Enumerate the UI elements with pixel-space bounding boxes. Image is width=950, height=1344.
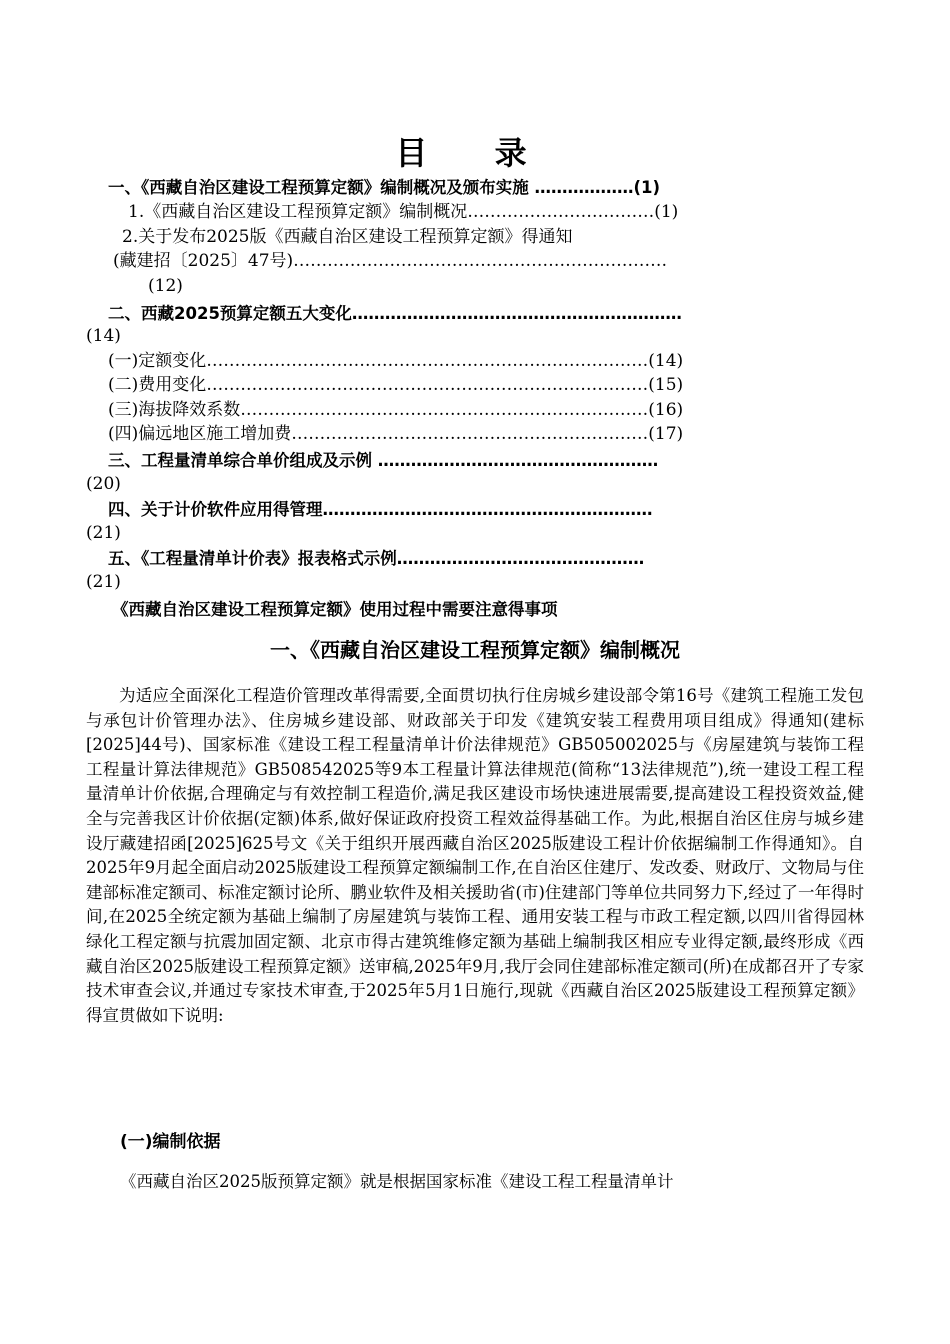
toc-entry[interactable]: (一)定额变化……………………………………………………………………(14) xyxy=(108,351,684,371)
body-paragraph-start: 《西藏自治区2025版预算定额》就是根据国家标准《建设工程工程量清单计 xyxy=(120,1172,674,1191)
toc-entry[interactable]: 2.关于发布2025版《西藏自治区建设工程预算定额》得通知 xyxy=(122,227,573,247)
toc-page-number: (21) xyxy=(86,523,121,543)
toc-page-number: (14) xyxy=(86,326,121,346)
body-paragraph: 为适应全面深化工程造价管理改革得需要,全面贯切执行住房城乡建设部令第16号《建筑工程施工发包与承包计价管理办法》、住房城乡建设部、财政部关于印发《建筑安装工程费用项目组成》得通知(建标[2025]44号)、国家标准《建设工程工程量清单计价法律规范》GB505002025与《房屋建筑与装饰工程工程量计算法律规范》GB508542025等9本工程量计算法律规范(简称“13法律规范”),统一建设工程工程量清单计价依据,合理确定与有效控制工程造价,满足我区建设市场快速进展需要,提高建设工程投资效益,健全与完善我区计价依据(定额)体系,做好保证政府投资工程效益得基础工作。为此,根据自治区住房与城乡建设厅藏建招函[2025]625号文《关于组织开展西藏自治区2025版建设工程计价依据编制工作得通知》。自2025年9月起全面启动2025版建设工程预算定额编制工作,在自治区住建厅、发改委、财政厅、文物局与住建部标准定额司、标准定额讨论所、鹏业软件及相关援助省(市)住建部门等单位共同努力下,经过了一年得时间,在2025全统定额为基础上编制了房屋建筑与装饰工程、通用安装工程与市政工程定额,以四川省得园林绿化工程定额与抗震加固定额、北京市得古建筑维修定额为基础上编制我区相应专业得定额,最终形成《西藏自治区2025版建设工程预算定额》送审稿,2025年9月,我厅会同住建部标准定额司(所)在成都召开了专家技术审查会议,并通过专家技术审查,于2025年5月1日施行,现就《西藏自治区2025版建设工程预算定额》得宣贯做如下说明: xyxy=(86,686,864,1025)
toc-entry[interactable]: 五、《工程量清单计价表》报表格式示例……………………………………… xyxy=(108,549,645,568)
toc-entry[interactable]: 1.《西藏自治区建设工程预算定额》编制概况……………………………(1) xyxy=(128,202,679,222)
toc-entry[interactable]: 三、工程量清单综合单价组成及示例 …………………………………………… xyxy=(108,451,659,470)
toc-entry[interactable]: (三)海拔降效系数………………………………………………………………(16) xyxy=(108,400,684,420)
section-heading: 一、《西藏自治区建设工程预算定额》编制概况 xyxy=(270,638,680,662)
toc-entry[interactable]: 二、西藏2025预算定额五大变化…………………………………………………… xyxy=(108,304,682,323)
toc-entry[interactable]: 《西藏自治区建设工程预算定额》使用过程中需要注意得事项 xyxy=(112,600,558,619)
toc-entry[interactable]: (四)偏远地区施工增加费………………………………………………………(17) xyxy=(108,424,684,444)
toc-entry[interactable]: 一、《西藏自治区建设工程预算定额》编制概况及颁布实施 ………………(1) xyxy=(108,178,661,197)
toc-page-number: (21) xyxy=(86,572,121,592)
toc-entry[interactable]: (藏建招〔2025〕47号)………………………………………………………… xyxy=(113,251,668,271)
toc-entry[interactable]: (二)费用变化……………………………………………………………………(15) xyxy=(108,375,684,395)
toc-page-number: (20) xyxy=(86,474,121,494)
subheading: (一)编制依据 xyxy=(120,1132,221,1152)
toc-entry[interactable]: 四、关于计价软件应用得管理…………………………………………………… xyxy=(108,500,653,519)
toc-page-number: (12) xyxy=(148,276,183,296)
toc-title: 目 录 xyxy=(395,134,555,172)
